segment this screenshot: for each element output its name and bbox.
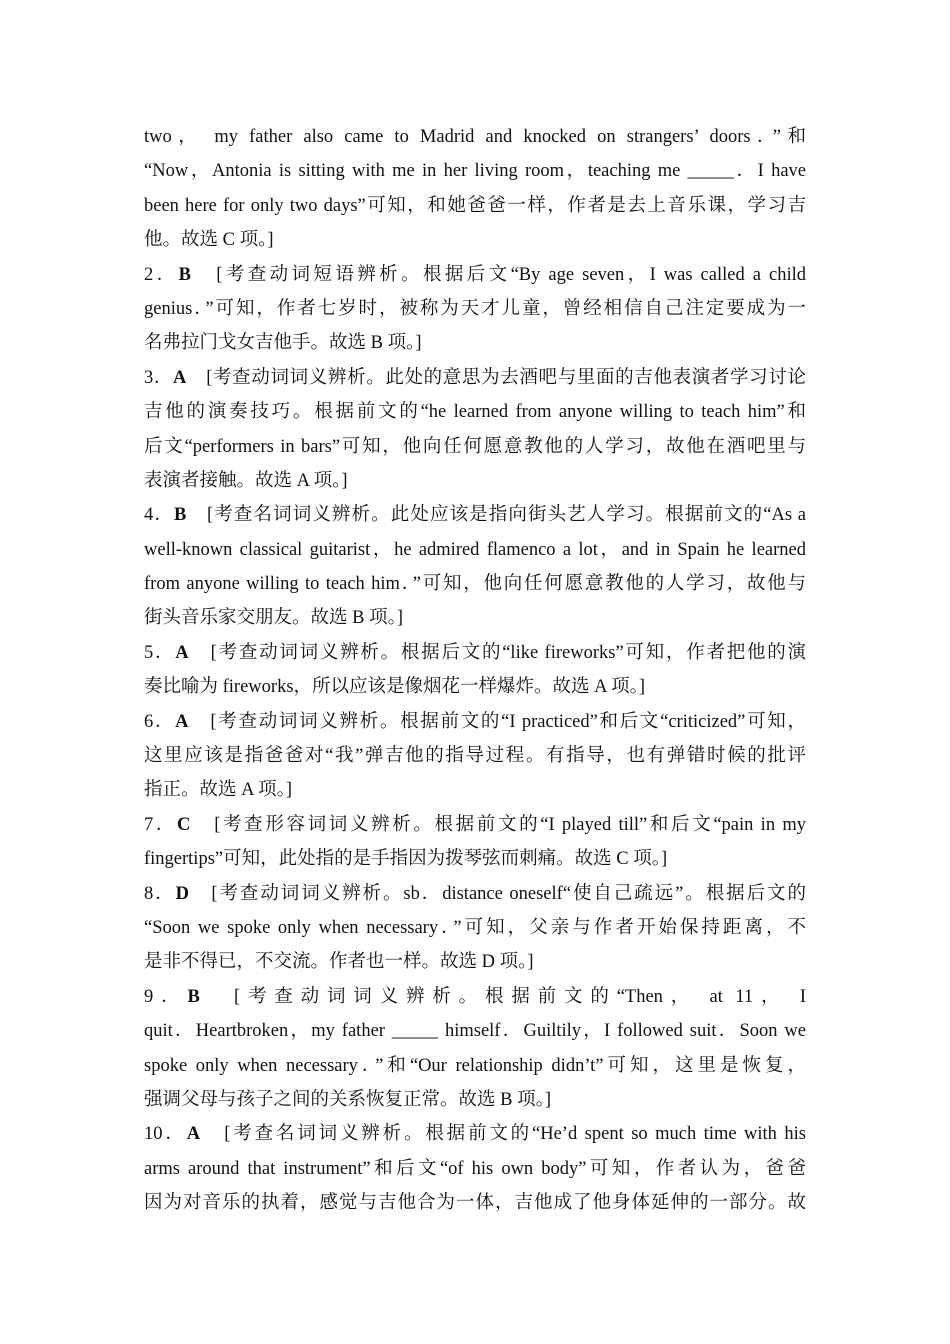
- line-text: [考查动词词义辨析。根据前文的“Then， at 11， I: [199, 986, 806, 1007]
- line-text: 因为对音乐的执着，感觉与吉他合为一体，吉他成了他身体延伸的一部分。故: [144, 1193, 806, 1214]
- text-line: [144, 567, 806, 601]
- answer-letter: A: [186, 1124, 201, 1145]
- answer-letter: C: [177, 814, 191, 835]
- line-text: quit．Heartbroken，my father _____ himself．Guiltily，I followed suit．Soon we: [144, 1021, 806, 1042]
- line-text: “Now，Antonia is sitting with me in her living room，teaching me _____．I have: [144, 161, 806, 182]
- line-text: arms around that instrument”和后文“of his own body”可知，作者认为，爸爸: [144, 1158, 806, 1179]
- line-text: from anyone willing to teach him．”可知，他向任何愿意教他的人学习，故他与: [144, 574, 806, 595]
- question-number: 4．: [144, 505, 174, 526]
- line-text: 奏比喻为 fireworks，所以应该是像烟花一样爆炸。故选 A 项。]: [144, 677, 646, 698]
- text-line: [144, 154, 806, 188]
- line-text: [考查动词词义辨析。sb．distance oneself“使自己疏远”。根据后文的: [189, 883, 806, 904]
- question-number: 5．: [144, 642, 176, 663]
- line-text: 这里应该是指爸爸对“我”弹吉他的指导过程。有指导，也有弹错时候的批评: [144, 746, 806, 767]
- line-text: been here for only two days”可知，和她爸爸一样，作者是去上音乐课，学习吉: [144, 195, 806, 216]
- text-line: [144, 773, 806, 807]
- text-line: [144, 464, 806, 498]
- line-text: two， my father also came to Madrid and knocked on strangers’ doors．”和: [144, 127, 806, 147]
- text-line: [144, 326, 806, 360]
- line-text: [考查动词短语辨析。根据后文“By age seven，I was called a child: [190, 264, 806, 285]
- line-text: [考查形容词词义辨析。根据前文的“I played till”和后文“pain in my: [190, 814, 806, 835]
- line-text: 名弗拉门戈女吉他手。故选 B 项。]: [144, 333, 422, 354]
- line-text: 表演者接触。故选 A 项。]: [144, 470, 348, 491]
- answer-letter: A: [173, 367, 187, 388]
- line-text: 街头音乐家交朋友。故选 B 项。]: [144, 608, 404, 629]
- line-text: [考查名词词义辨析。根据前文的“He’d spent so much time with his: [200, 1124, 806, 1145]
- line-text: [考查名词词义辨析。此处应该是指向街头艺人学习。根据前文的“As a: [186, 505, 806, 526]
- answer-letter: A: [175, 711, 189, 732]
- text-line: [144, 739, 806, 773]
- line-text: spoke only when necessary．”和“Our relationship didn’t”可知，这里是恢复，: [144, 1055, 806, 1076]
- answer-letter: B: [173, 505, 187, 526]
- text-line: [144, 601, 806, 635]
- answer-explanations: [144, 120, 806, 1221]
- text-line: [144, 877, 806, 911]
- line-text: “Soon we spoke only when necessary．”可知，父亲与作者开始保持距离，不: [144, 917, 806, 938]
- text-line: [144, 1014, 806, 1048]
- text-line: [144, 430, 806, 464]
- line-text: 后文“performers in bars”可知，他向任何愿意教他的人学习，故他在酒吧里与: [144, 436, 806, 457]
- text-line: [144, 292, 806, 326]
- text-line: [144, 911, 806, 945]
- text-line: [144, 1152, 806, 1186]
- text-line: [144, 120, 806, 154]
- text-line: [144, 945, 806, 979]
- line-text: fingertips”可知，此处指的是手指因为拨琴弦而刺痛。故选 C 项。]: [144, 849, 668, 870]
- answer-letter: B: [187, 986, 200, 1007]
- line-text: well-known classical guitarist，he admired flamenco a lot，and in Spain he learned: [144, 539, 806, 560]
- line-text: genius．”可知，作者七岁时，被称为天才儿童，曾经相信自己注定要成为一: [144, 298, 806, 319]
- text-line: [144, 533, 806, 567]
- line-text: 指正。故选 A 项。]: [144, 780, 293, 801]
- text-line: [144, 808, 806, 842]
- answer-letter: B: [178, 264, 191, 285]
- question-number: 2．: [144, 264, 179, 285]
- question-number: 10．: [144, 1124, 187, 1145]
- text-line: [144, 189, 806, 223]
- text-line: [144, 258, 806, 292]
- text-line: [144, 1049, 806, 1083]
- text-line: [144, 705, 806, 739]
- line-text: [考查动词词义辨析。根据前文的“I practiced”和后文“criticized”可知，: [188, 711, 806, 732]
- line-text: [考查动词词义辨析。此处的意思为去酒吧与里面的吉他表演者学习讨论: [186, 367, 806, 388]
- text-line: [144, 395, 806, 429]
- question-number: 8．: [144, 883, 176, 904]
- text-line: [144, 636, 806, 670]
- question-number: 3．: [144, 367, 174, 388]
- text-line: [144, 670, 806, 704]
- text-line: [144, 1083, 806, 1117]
- question-number: 7．: [144, 814, 178, 835]
- line-text: 吉他的演奏技巧。根据前文的“he learned from anyone willing to teach him”和: [144, 402, 806, 423]
- text-line: [144, 498, 806, 532]
- question-number: 6．: [144, 711, 176, 732]
- answer-letter: D: [175, 883, 189, 904]
- text-line: [144, 223, 806, 257]
- line-text: 他。故选 C 项。]: [144, 230, 274, 251]
- answer-letter: A: [175, 642, 189, 663]
- text-line: [144, 1186, 806, 1220]
- question-number: 9．: [144, 986, 188, 1007]
- text-line: [144, 842, 806, 876]
- text-line: [144, 1117, 806, 1151]
- text-line: [144, 980, 806, 1014]
- line-text: 是非不得已，不交流。作者也一样。故选 D 项。]: [144, 952, 534, 973]
- line-text: [考查动词词义辨析。根据后文的“like fireworks”可知，作者把他的演: [188, 642, 806, 663]
- line-text: 强调父母与孩子之间的关系恢复正常。故选 B 项。]: [144, 1089, 552, 1110]
- text-line: [144, 361, 806, 395]
